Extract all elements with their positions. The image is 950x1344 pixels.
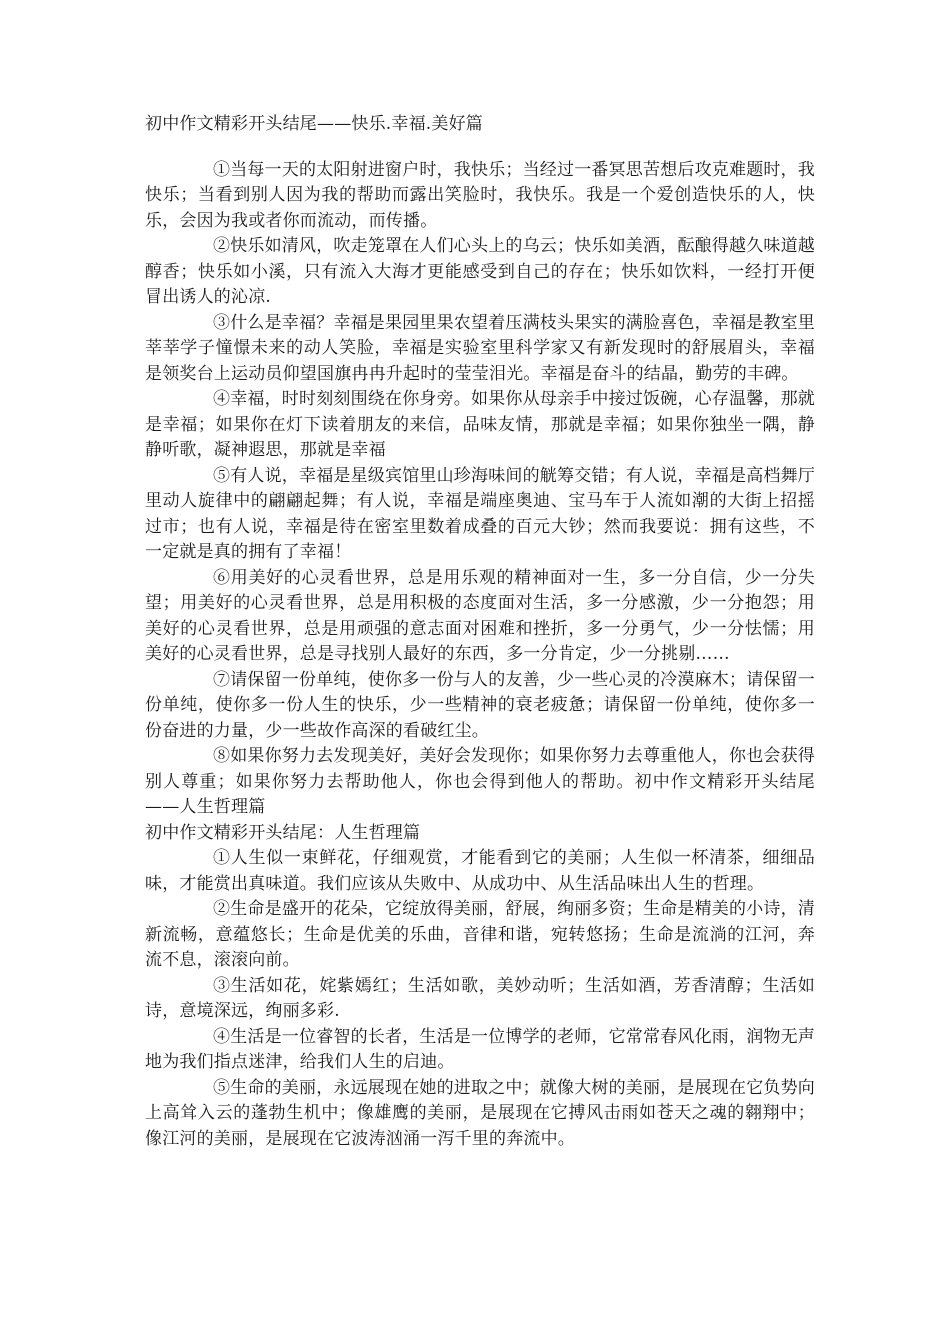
paragraph-1-4: ④幸福，时时刻刻围绕在你身旁。如果你从母亲手中接过饭碗，心存温馨，那就是幸福；如果你在灯下读着朋友的来信，品味友情，那就是幸福；如果你独坐一隅，静静听歌，凝神遐思，那就是幸福 [145, 389, 815, 460]
document-title: 初中作文精彩开头结尾——快乐.幸福.美好篇 [145, 114, 484, 134]
paragraph-2-4: ④生活是一位睿智的长者，生活是一位博学的老师，它常常春风化雨，润物无声地为我们指点迷津，给我们人生的启迪。 [145, 1026, 815, 1072]
paragraph-1-1: ①当每一天的太阳射进窗户时，我快乐；当经过一番冥思苦想后攻克难题时，我快乐；当看到别人因为我的帮助而露出笑脸时，我快乐。我是一个爱创造快乐的人，快乐，会因为我或者你而流动，而传播。 [145, 159, 815, 231]
paragraph-1-5: ⑤有人说，幸福是星级宾馆里山珍海味间的觥筹交错；有人说，幸福是高档舞厅里动人旋律中的翩翩起舞；有人说，幸福是端座奥迪、宝马车于人流如潮的大街上招摇过市；也有人说，幸福是待在密室里数着成叠的百元大钞；然而我要说：拥有这些，不一定就是真的拥有了幸福！ [145, 465, 815, 562]
paragraph-2-3: ③生活如花，姹紫嫣红；生活如歌，美妙动听；生活如酒，芳香清醇；生活如诗，意境深远，绚丽多彩. [145, 975, 815, 1021]
paragraph-2-1: ①人生似一束鲜花，仔细观赏，才能看到它的美丽；人生似一杯清茶，细细品味，才能赏出真味道。我们应该从失败中、从成功中、从生活品味出人生的哲理。 [145, 848, 815, 894]
paragraph-1-6: ⑥用美好的心灵看世界，总是用乐观的精神面对一生，多一分自信，少一分失望；用美好的心灵看世界，总是用积极的态度面对生活，多一分感激，少一分抱怨；用美好的心灵看世界，总是用顽强的意志面对困难和挫折，多一分勇气，少一分怯懦；用美好的心灵看世界，总是寻找别人最好的东西，多一分肯定，少一分挑剔…… [145, 567, 815, 664]
paragraph-2-5: ⑤生命的美丽，永远展现在她的进取之中；就像大树的美丽，是展现在它负势向上高耸入云的蓬勃生机中；像雄鹰的美丽，是展现在它搏风击雨如苍天之魂的翱翔中；像江河的美丽，是展现在它波涛汹涌一泻千里的奔流中。 [145, 1077, 815, 1149]
document-page [145, 112, 815, 1152]
paragraph-1-8: ⑧如果你努力去发现美好，美好会发现你；如果你努力去尊重他人，你也会获得别人尊重；如果你努力去帮助他人，你也会得到他人的帮助。初中作文精彩开头结尾——人生哲理篇 [145, 746, 815, 817]
section-2-heading: 初中作文精彩开头结尾：人生哲理篇 [145, 822, 421, 843]
paragraph-1-7: ⑦请保留一份单纯，使你多一份与人的友善，少一些心灵的冷漠麻木；请保留一份单纯，使你多一份人生的快乐，少一些精神的衰老疲惫；请保留一份单纯，使你多一份奋进的力量，少一些故作高深的看破红尘。 [145, 669, 815, 741]
paragraph-1-2: ②快乐如清风，吹走笼罩在人们心头上的乌云；快乐如美酒，酝酿得越久味道越醇香；快乐如小溪，只有流入大海才更能感受到自己的存在；快乐如饮料，一经打开便冒出诱人的沁凉. [145, 236, 815, 307]
paragraph-2-2: ②生命是盛开的花朵，它绽放得美丽，舒展，绚丽多资；生命是精美的小诗，清新流畅，意蕴悠长；生命是优美的乐曲，音律和谐，宛转悠扬；生命是流淌的江河，奔流不息，滚滚向前。 [145, 899, 815, 970]
paragraph-1-3: ③什么是幸福？幸福是果园里果农望着压满枝头果实的满脸喜色，幸福是教室里莘莘学子憧憬未来的动人笑脸，幸福是实验室里科学家又有新发现时的舒展眉头，幸福是领奖台上运动员仰望国旗冉冉升起时的莹莹泪光。幸福是奋斗的结晶，勤劳的丰碑。 [145, 312, 815, 384]
